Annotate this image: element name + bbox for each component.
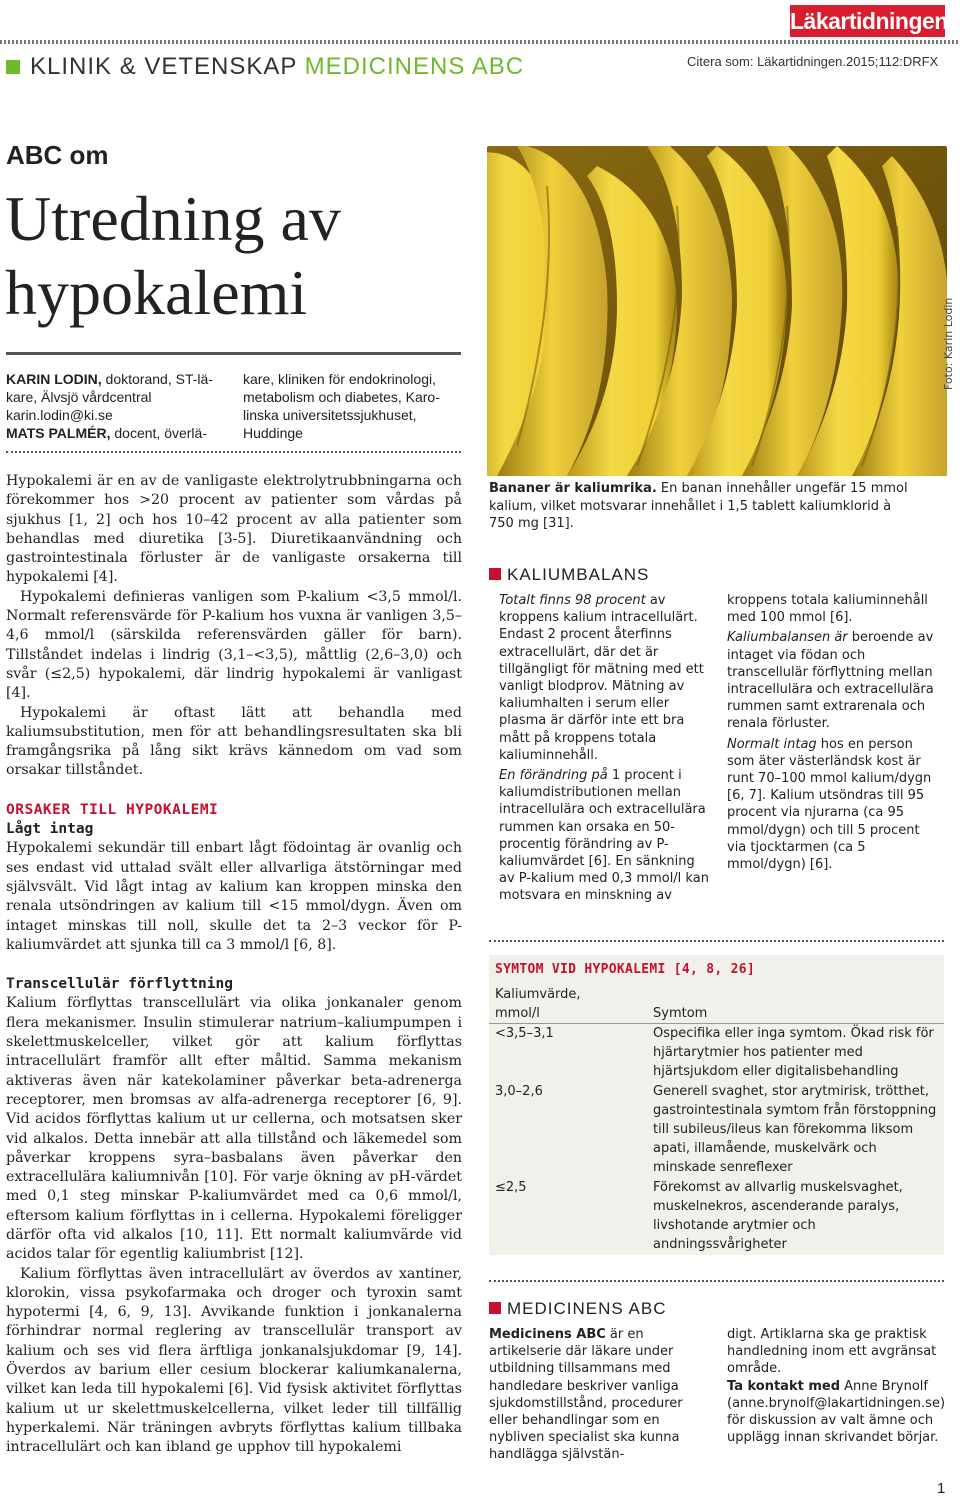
citation: Citera som: Läkartidningen.2015;112:DRFX [687, 54, 939, 69]
box-divider [489, 1280, 944, 1282]
kaliumbalans-paragraph: kroppens totala kaliuminnehåll med 100 mmol [6]. [727, 593, 928, 626]
author-line: metabolism och diabetes, Karo- [243, 389, 440, 405]
author-line: kare, kliniken för endokrinologi, [243, 371, 436, 387]
page-number: 1 [937, 1480, 946, 1497]
photo-credit: Foto: Karin Lodin [942, 297, 955, 390]
title-rule [6, 352, 461, 355]
section-label [30, 53, 524, 81]
kaliumbalans-paragraph: Totalt finns 98 procent av kroppens kalium intracellulärt. Endast 2 procent återfinns extracellulärt, där det är tillgängligt för mätning med ett vanligt blodprov. Mätning av kaliumhalten i serum eller plasma är därför inte ett bra mått på kroppens totala kaliuminnehåll. [499, 593, 704, 763]
transcellular-paragraph-2: Kalium förflyttas även intracellulärt av överdos av xantiner, klorokin, vissa psykofarmaka och droger och tyroxin samt hypotermi [4, 6, 9, 13]. Avvikande funktion i jonkanalerna förhindrar normal reglering av transcellulär transport av kalium och ses vid flera ärftliga jonkanalsjukdomar [9, 14]. Överdos av barium eller cesium blockerar kaliumkanalerna, vilket kan leda till hypokalemi [6]. Vid fysisk aktivitet förflyttas kalium ut ur skelettmuskelcellerna, vilket leder till tillfällig hyperkalemi. När träningen avbryts förflyttas kalium tillbaka intracellulärt och kan ibland ge upphov till hypokalemi [6, 1265, 462, 1456]
intro-paragraph-3: Hypokalemi är oftast lätt att behandla med kaliumsubstitution, men för att behandlingsresultaten ska bli framgångsrika på lång sikt krävs kännedom om vad som orsakar tillståndet. [6, 704, 462, 779]
intro-paragraph-2: Hypokalemi definieras vanligen som P-kalium <3,5 mmol/l. Normalt referensvärde för P-kalium hos vuxna är vanligen 3,5–4,6 mmol/l (särskilda referensvärden gäller för barn). Tillståndet indelas i lindrig (3,1–<3,5), måttlig (2,6–3,0) och svår (≤2,5) hypokalemi, där lindrig hypokalemi är vanligast [4]. [6, 588, 462, 702]
table-cell-value: <3,5–3,1 [495, 1026, 554, 1041]
kaliumbalans-left-column [499, 592, 709, 905]
medicinens-abc-left: Medicinens ABC är en artikelserie där läkare under utbildning tillsammans med handledare beskriver vanliga sjukdomstillstånd, procedurer eller behandlingar som en nybliven specialist ska kunna handlägga självstän- [489, 1327, 683, 1463]
kaliumbalans-paragraph: Kaliumbalansen är beroende av intaget via födan och transcellulär förflyttning mellan intracellulära och extracellulära rummen samt extrarenala och renala förluster. [727, 630, 934, 732]
photo-caption [489, 480, 909, 533]
author-line: KARIN LODIN, doktorand, ST-lä- [6, 371, 213, 387]
section-klinik: KLINIK & VETENSKAP [30, 53, 297, 80]
caption-bold: Bananer är kaliumrika. [489, 481, 657, 496]
box-divider [489, 940, 944, 942]
low-intake-paragraph: Hypokalemi sekundär till enbart lågt födointag är ovanlig och ses endast vid uttalad svält eller allvarliga ätstörningar med självsvält. Vid lågt intag av kalium kan kroppen minska den renala utsöndringen av kalium till <15 mmol/dygn. Även om intaget minskas till noll, skulle det ta 2–3 veckor för P-kaliumvärdet att sjunka till ca 3 mmol/l [6, 8]. [6, 840, 462, 953]
author-line: MATS PALMÉR, docent, överlä- [6, 425, 207, 441]
title-line-1: Utredning av [5, 183, 341, 254]
square-bullet-icon [489, 568, 501, 580]
authors-divider [6, 451, 461, 453]
table-header-value: Kaliumvärde, mmol/l [495, 987, 581, 1021]
symptom-table-heading: SYMTOM VID HYPOKALEMI [4, 8, 26] [495, 962, 756, 977]
table-cell-symptom: Generell svaghet, stor arytmirisk, trötthet, gastrointestinala symtom från förstoppning till subileus/ileus kan förekomma liksom apati, illamående, muskelvärk och minskade senreflexer [653, 1084, 937, 1175]
kaliumbalans-paragraph: Normalt intag hos en person som äter västerländsk kost är runt 70–100 mmol kalium/dygn [6, 7]. Kalium utsöndras till 95 procent via njurarna (ca 95 mmol/dygn) och till 5 procent via tjocktarmen (ca 5 mmol/dygn) [6]. [727, 736, 932, 873]
medicinens-abc-right [727, 1326, 945, 1446]
article-kicker: ABC om [6, 140, 109, 170]
heading-low-intake: Lågt intag [6, 821, 94, 838]
authors-left [6, 370, 221, 442]
medicinens-abc-text: digt. Artiklarna ska ge praktisk handledning inom ett avgränsat område. [727, 1327, 937, 1377]
heading-causes: ORSAKER TILL HYPOKALEMI [6, 801, 219, 818]
table-cell-value: 3,0–2,6 [495, 1084, 543, 1099]
banana-photo [487, 146, 947, 476]
author-line: linska universitetssjukhuset, [243, 407, 417, 423]
lakartidningen-logo: Läkartidningen [790, 5, 945, 37]
authors-right [243, 370, 463, 442]
contact-text[interactable]: Ta kontakt med Anne Brynolf (anne.brynolf@lakartidningen.se) för diskussion av valt ämne och upplägg innan skrivandet börjar. [727, 1378, 946, 1446]
heading-transcellular: Transcellulär förflyttning [6, 976, 233, 993]
header-divider [0, 40, 960, 44]
table-cell-symptom: Förekomst av allvarlig muskelsvaghet, muskelnekros, ascenderande paralys, livshotande arytmier och andningssvårigheter [653, 1180, 903, 1252]
author-line: kare, Älvsjö vårdcentral [6, 389, 152, 405]
table-header-symptom: Symtom [653, 1006, 708, 1021]
medicinens-abc-heading: MEDICINENS ABC [489, 1299, 666, 1319]
kaliumbalans-right-column [727, 592, 942, 873]
kaliumbalans-paragraph: En förändring på 1 procent i kaliumdistributionen mellan intracellulära och extracellulära rummen kan orsaka en 50-procentig förändring av P-kaliumvärdet [6]. En sänkning av P-kalium med 0,3 mmol/l kan motsvara en minskning av [499, 768, 709, 904]
caption-text: En banan innehåller ungefär 15 mmol kalium, vilket motsvarar innehållet i 1,5 tablett kaliumklorid à 750 mg [31]. [489, 481, 908, 531]
section-square-icon [6, 60, 20, 74]
author-email[interactable]: karin.lodin@ki.se [6, 407, 113, 423]
body-column [6, 472, 462, 1458]
article-title [5, 182, 475, 330]
square-bullet-icon [489, 1302, 501, 1314]
title-line-2: hypokalemi [5, 257, 308, 328]
table-cell-symptom: Ospecifika eller inga symtom. Ökad risk för hjärtarytmier hos patienter med hjärtsjukdom eller digitalisbehandling [653, 1026, 934, 1079]
kaliumbalans-heading: KALIUMBALANS [489, 565, 649, 585]
section-medicinens-abc: MEDICINENS ABC [304, 53, 525, 80]
transcellular-paragraph-1: Kalium förflyttas transcellulärt via olika jonkanaler genom flera mekanismer. Insulin stimulerar natrium–kaliumpumpen i skelettmuskelceller, vilket gör att kalium förflyttas intracellulärt framför allt efter måltid. Samma mekanism aktiveras även när katekolaminer påverkar beta-adrenerga receptorer, men bromsas av alfa-adrenerga receptorer [6, 9]. Vid acidos förflyttas kalium ut ur cellerna, och motsatsen sker vid alkalos. Detta innebär att alla tillstånd och läkemedel som påverkar kroppens syra–basbalans även påverkar den extracellulära kaliumnivån [10]. För varje ökning av pH-värdet med 0,1 steg minskar P-kaliumvärdet med ca 0,6 mmol/l, eftersom kalium förflyttas in i cellerna. Hypokalemi föreligger därför ofta vid alkalos [10, 11]. Ett normalt kaliumvärde vid acidos talar för egentlig kaliumbrist [12]. [6, 995, 462, 1263]
table-cell-value: ≤2,5 [495, 1180, 527, 1195]
author-line: Huddinge [243, 425, 303, 441]
intro-paragraph-1: Hypokalemi är en av de vanligaste elektrolytrubbningarna och förekommer hos >20 procent av patienter som vårdas på sjukhus [1, 2] och hos 10–42 procent av alla patienter som behandlas med diuretika [3-5]. Diuretikaanvändning och gastrointestinala förluster är de vanligaste orsakerna till hypokalemi [4]. [6, 473, 462, 586]
